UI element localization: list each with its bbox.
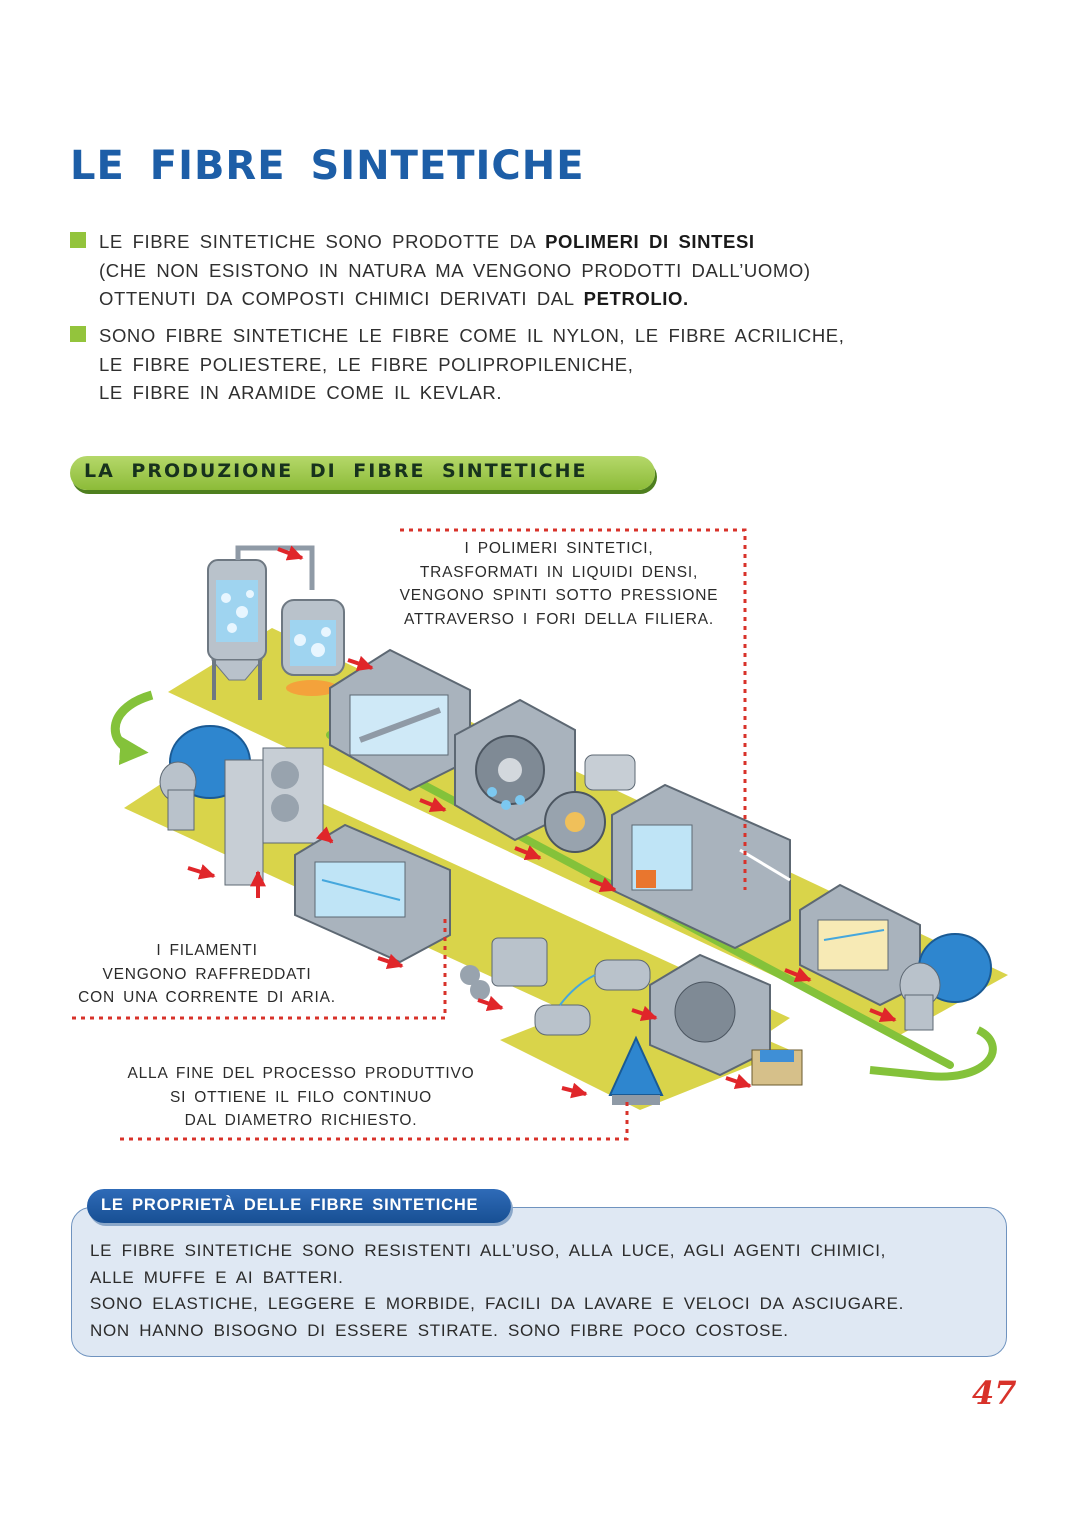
page-number: 47 xyxy=(972,1374,1017,1412)
section-heading-label: LA PRODUZIONE DI FIBRE SINTETICHE xyxy=(84,460,588,482)
section-heading xyxy=(70,456,655,490)
caption-spinning xyxy=(380,537,738,631)
properties-line: ALLE MUFFE E AI BATTERI. xyxy=(90,1267,344,1287)
caption-cooling-line: I FILAMENTI xyxy=(156,942,258,959)
intro-1-line-1a: LE FIBRE SINTETICHE SONO PRODOTTE DA xyxy=(99,231,546,252)
properties-heading-label: LE PROPRIETÀ DELLE FIBRE SINTETICHE xyxy=(101,1196,479,1214)
caption-result xyxy=(112,1062,490,1133)
flow-curve-left xyxy=(115,695,152,752)
intro-2-line-1: SONO FIBRE SINTETICHE LE FIBRE COME IL NYLON, LE FIBRE ACRILICHE, xyxy=(99,325,845,346)
caption-result-line: SI OTTIENE IL FILO CONTINUO xyxy=(169,1088,433,1106)
properties-line: SONO ELASTICHE, LEGGERE E MORBIDE, FACILI DA LAVARE E VELOCI DA ASCIUGARE. xyxy=(90,1294,905,1313)
flow-arrow xyxy=(562,1088,586,1094)
caption-spinning-line: I POLIMERI SINTETICI, xyxy=(464,540,654,557)
properties-text xyxy=(90,1238,980,1344)
green-square-icon xyxy=(70,232,86,248)
page-title: LE FIBRE SINTETICHE xyxy=(70,143,585,189)
caption-cooling xyxy=(62,939,352,1010)
flow-arrow xyxy=(188,868,214,876)
caption-cooling-line: CON UNA CORRENTE DI ARIA. xyxy=(78,989,336,1006)
intro-1-term-polimeri: POLIMERI DI SINTESI xyxy=(545,231,755,252)
caption-spinning-line: TRASFORMATI IN LIQUIDI DENSI, xyxy=(419,563,699,581)
intro-paragraph-2 xyxy=(70,322,950,408)
properties-heading xyxy=(87,1189,511,1223)
flow-arrow xyxy=(478,1000,502,1008)
intro-2-line-2: LE FIBRE POLIESTERE, LE FIBRE POLIPROPILENICHE, xyxy=(99,353,634,375)
intro-paragraph-1 xyxy=(70,228,950,314)
intro-1-period: . xyxy=(683,288,689,309)
flow-arrow xyxy=(726,1078,750,1086)
caption-result-line: DAL DIAMETRO RICHIESTO. xyxy=(184,1112,418,1129)
properties-line: NON HANNO BISOGNO DI ESSERE STIRATE. SONO FIBRE POCO COSTOSE. xyxy=(90,1320,789,1340)
intro-1-term-petrolio: PETROLIO xyxy=(583,288,684,309)
caption-spinning-line: VENGONO SPINTI SOTTO PRESSIONE xyxy=(399,587,719,604)
intro-1-line-2: (CHE NON ESISTONO IN NATURA MA VENGONO PRODOTTI DALL’UOMO) xyxy=(99,259,811,281)
intro-2-line-3: LE FIBRE IN ARAMIDE COME IL KEVLAR. xyxy=(99,382,503,403)
caption-result-line: ALLA FINE DEL PROCESSO PRODUTTIVO xyxy=(127,1065,475,1082)
caption-cooling-line: VENGONO RAFFREDDATI xyxy=(102,965,312,983)
intro-1-line-3a: OTTENUTI DA COMPOSTI CHIMICI DERIVATI DAL xyxy=(99,288,584,309)
green-square-icon xyxy=(70,326,86,342)
spinneret-chamber xyxy=(612,785,790,948)
caption-spinning-line: ATTRAVERSO I FORI DELLA FILIERA. xyxy=(403,610,715,628)
properties-line: LE FIBRE SINTETICHE SONO RESISTENTI ALL’USO, ALLA LUCE, AGLI AGENTI CHIMICI, xyxy=(90,1241,887,1260)
